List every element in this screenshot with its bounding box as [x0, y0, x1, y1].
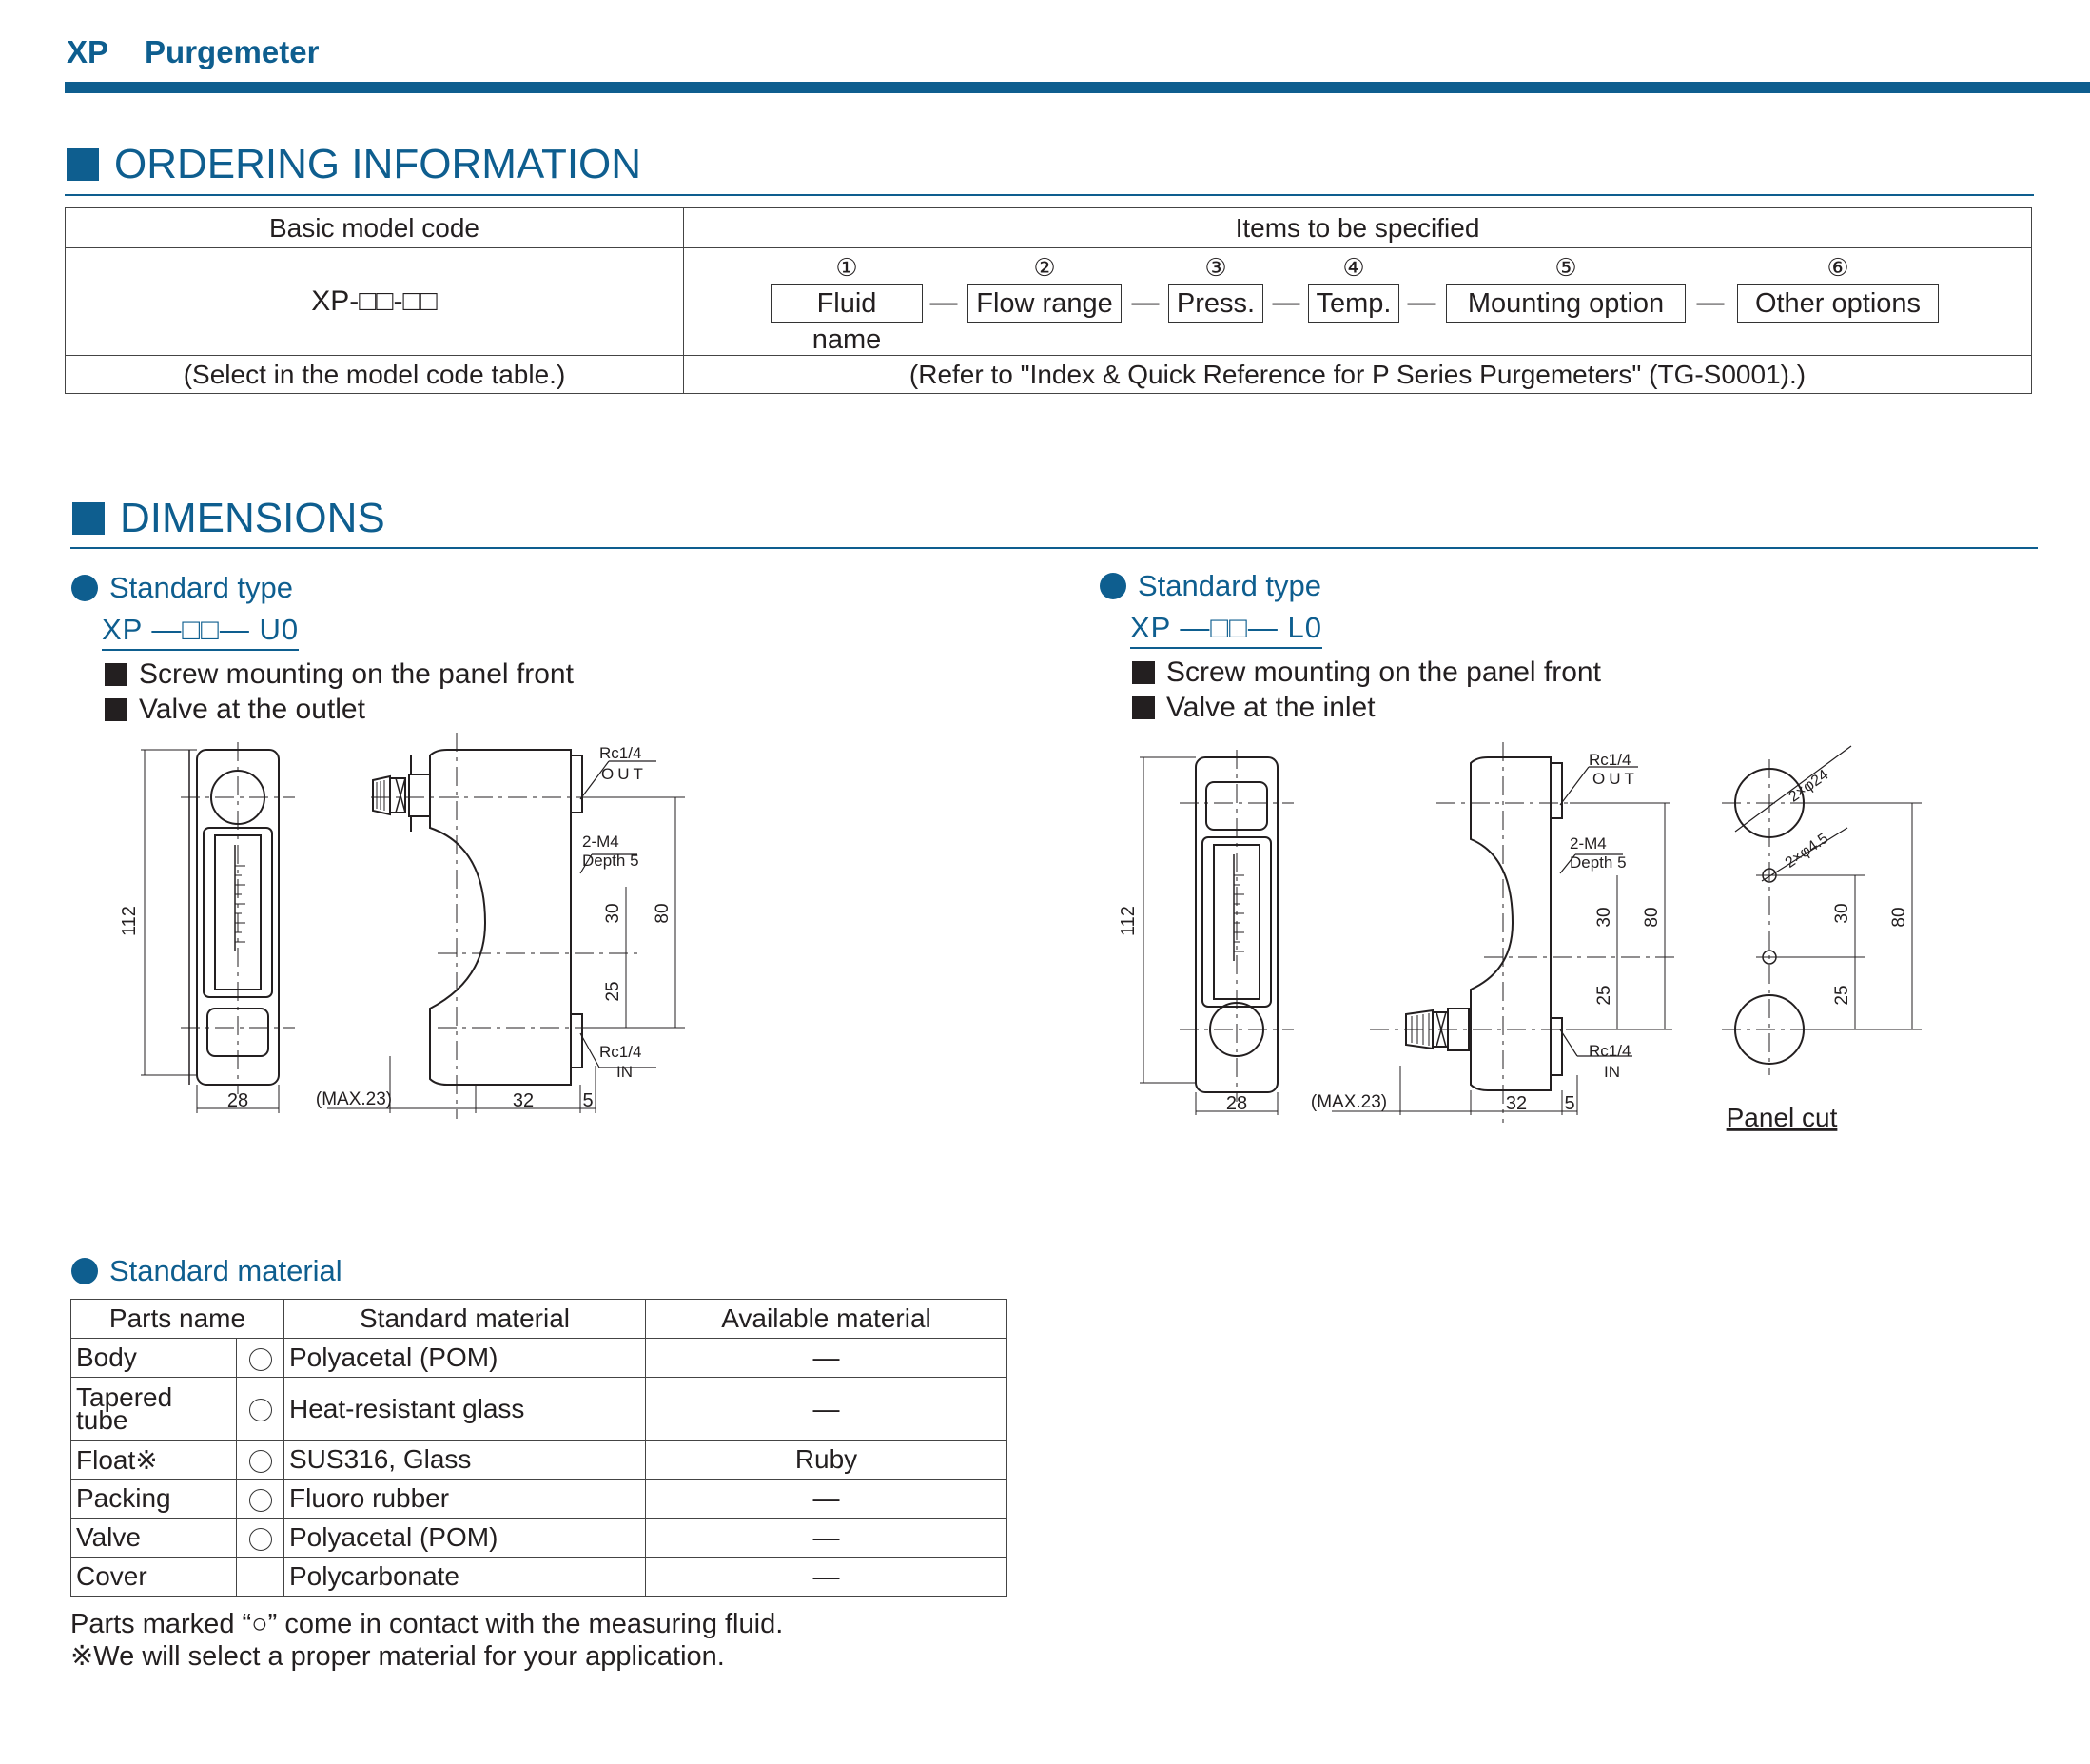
- right-side-view: [1332, 742, 1674, 1123]
- svg-text:Depth 5: Depth 5: [582, 852, 639, 870]
- option-temp: ④ Temp.: [1307, 250, 1400, 323]
- material-note-2: ※We will select a proper material for your application.: [70, 1641, 725, 1672]
- table-row: Valve Polyacetal (POM) —: [71, 1519, 1007, 1558]
- col-basic-header: Basic model code: [66, 208, 684, 248]
- product-name: Purgemeter: [145, 34, 320, 69]
- option-flow: ② Flow range: [965, 250, 1124, 323]
- left-model-code: XP —□□— U0: [102, 613, 299, 651]
- svg-text:2×φ24: 2×φ24: [1786, 767, 1832, 806]
- svg-text:112: 112: [1118, 906, 1139, 936]
- svg-text:28: 28: [226, 1090, 249, 1111]
- svg-text:OUT: OUT: [601, 765, 647, 783]
- svg-text:5: 5: [582, 1090, 594, 1111]
- svg-text:25: 25: [1832, 985, 1852, 1006]
- col-items-header: Items to be specified: [684, 208, 2032, 248]
- option-press: ③ Press.: [1166, 250, 1265, 323]
- contact-circle-icon: [249, 1489, 272, 1512]
- contact-circle-icon: [249, 1399, 272, 1421]
- svg-text:Rc1/4: Rc1/4: [1589, 751, 1631, 769]
- right-bullet-1: Screw mounting on the panel front: [1132, 657, 1601, 689]
- section-square-icon: [72, 502, 105, 535]
- table-row: Float※ SUS316, Glass Ruby: [71, 1441, 1007, 1480]
- contact-circle-icon: [249, 1528, 272, 1551]
- svg-text:2-M4: 2-M4: [1570, 834, 1607, 853]
- ordering-table: [65, 207, 2032, 394]
- option-fluid: ① Fluid name: [771, 250, 923, 355]
- page-header: [67, 34, 355, 70]
- svg-text:(MAX.23): (MAX.23): [1310, 1092, 1388, 1112]
- left-dimension-labels: [119, 744, 673, 1111]
- header-parts: Parts name: [71, 1300, 284, 1339]
- right-model-code: XP —□□— L0: [1130, 611, 1322, 649]
- bullet-dot-icon: [71, 575, 98, 601]
- material-title: Standard material: [71, 1254, 342, 1288]
- left-bullet-1: Screw mounting on the panel front: [105, 658, 574, 691]
- right-type-title: Standard type: [1100, 569, 1321, 603]
- left-bullet-2: Valve at the outlet: [105, 694, 365, 726]
- left-type-title: Standard type: [71, 571, 293, 605]
- material-table: [70, 1299, 1007, 1597]
- svg-text:2-M4: 2-M4: [582, 833, 619, 851]
- right-dimension-drawing: [1104, 733, 1941, 1142]
- table-row: Tapered tube Heat-resistant glass —: [71, 1378, 1007, 1441]
- ordering-title: ORDERING INFORMATION: [67, 141, 641, 188]
- bullet-square-icon: [1132, 661, 1155, 684]
- svg-text:80: 80: [1642, 907, 1662, 928]
- dimensions-title-rule: [70, 547, 2038, 549]
- right-front-view: [1140, 750, 1294, 1115]
- header-available: Available material: [646, 1300, 1007, 1339]
- right-bullet-2: Valve at the inlet: [1132, 692, 1376, 724]
- dimensions-title: DIMENSIONS: [72, 495, 385, 542]
- svg-text:Rc1/4: Rc1/4: [599, 744, 642, 762]
- options-cell: ① Fluid name— ② Flow range — ③ Press. — ④ Temp. — ⑤ Mounting option — ⑥ Other options: [684, 248, 2032, 356]
- svg-text:OUT: OUT: [1592, 770, 1638, 788]
- left-front-view: [141, 742, 295, 1113]
- table-row: Body Polyacetal (POM) —: [71, 1339, 1007, 1378]
- table-row: Cover Polycarbonate —: [71, 1558, 1007, 1597]
- left-side-view: [327, 733, 685, 1119]
- svg-text:30: 30: [603, 903, 623, 924]
- bullet-dot-icon: [1100, 573, 1126, 599]
- option-mounting: ⑤ Mounting option: [1442, 250, 1690, 323]
- basic-note: (Select in the model code table.): [66, 356, 684, 394]
- header-standard: Standard material: [284, 1300, 646, 1339]
- svg-text:25: 25: [603, 981, 623, 1002]
- bullet-square-icon: [1132, 696, 1155, 719]
- bullet-square-icon: [105, 698, 127, 721]
- svg-text:Depth 5: Depth 5: [1570, 853, 1627, 872]
- option-other: ⑥ Other options: [1731, 250, 1944, 323]
- ordering-title-rule: [65, 194, 2034, 196]
- svg-text:Rc1/4: Rc1/4: [599, 1043, 642, 1061]
- bullet-dot-icon: [71, 1258, 98, 1284]
- model-code: XP-□□-□□: [66, 248, 684, 356]
- svg-text:25: 25: [1594, 985, 1614, 1006]
- svg-text:80: 80: [1889, 907, 1909, 928]
- svg-text:112: 112: [119, 906, 140, 936]
- contact-circle-icon: [249, 1450, 272, 1473]
- svg-text:IN: IN: [1604, 1063, 1620, 1081]
- items-note: (Refer to "Index & Quick Reference for P Series Purgemeters" (TG-S0001).): [684, 356, 2032, 394]
- svg-text:32: 32: [512, 1090, 535, 1111]
- table-row: Packing Fluoro rubber —: [71, 1480, 1007, 1519]
- section-square-icon: [67, 148, 99, 181]
- svg-text:IN: IN: [616, 1063, 633, 1081]
- panel-cut-label: Panel cut: [1726, 1103, 1838, 1132]
- header-rule: [65, 82, 2090, 93]
- svg-text:80: 80: [653, 903, 673, 924]
- svg-text:30: 30: [1594, 907, 1614, 928]
- material-note-1: Parts marked “○” come in contact with the measuring fluid.: [70, 1609, 784, 1639]
- left-dimension-drawing: [105, 733, 694, 1123]
- svg-text:5: 5: [1564, 1093, 1575, 1114]
- bullet-square-icon: [105, 663, 127, 686]
- svg-text:2×φ4.5: 2×φ4.5: [1782, 830, 1832, 872]
- svg-text:28: 28: [1225, 1093, 1248, 1114]
- svg-text:Rc1/4: Rc1/4: [1589, 1042, 1631, 1060]
- svg-text:30: 30: [1832, 903, 1852, 924]
- svg-text:(MAX.23): (MAX.23): [315, 1089, 393, 1109]
- contact-circle-icon: [249, 1348, 272, 1371]
- svg-text:32: 32: [1505, 1093, 1528, 1114]
- series-name: XP: [67, 34, 109, 69]
